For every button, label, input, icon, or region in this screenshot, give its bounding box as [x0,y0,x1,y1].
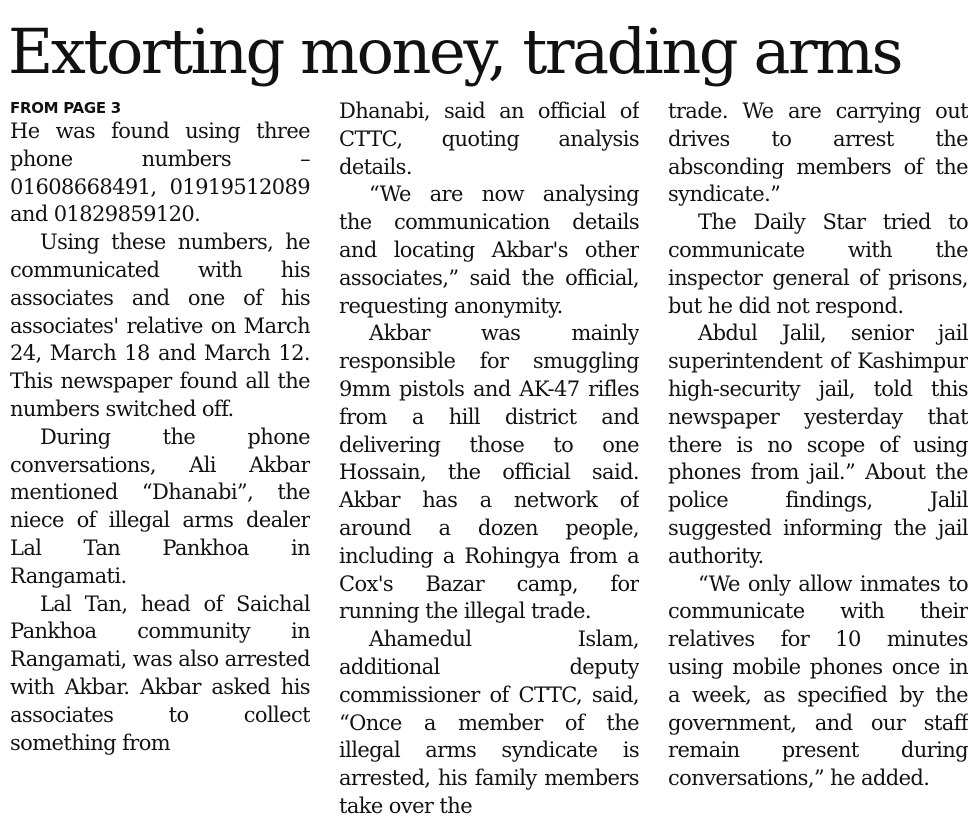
column-1 [10,98,310,823]
column-2 [339,98,639,823]
paragraph: “We are now analysing the communication details and locating Akbar's other associates,” said the official, requesting anonymity. [339,182,639,318]
paragraph: Ahamedul Islam, additional deputy commissioner of CTTC, said, “Once a member of the illegal arms syndicate is arrested, his family members take over the [339,627,639,818]
paragraph-continued: trade. We are carrying out drives to arrest the absconding members of the syndicate.” [668,99,968,207]
paragraph: Akbar was mainly responsible for smuggling 9mm pistols and AK-47 rifles from a hill district and delivering those to one Hossain, the official said. Akbar has a network of around a dozen people, including a Rohingya from a Cox's Bazar camp, for running the illegal trade. [339,321,639,624]
column-3 [668,98,968,823]
paragraph: “We only allow inmates to communicate with their relatives for 10 minutes using mobile phones once in a week, as specified by the government, and our staff remain present during conversations,” he added. [668,571,968,791]
paragraph: He was found using three phone numbers – 01608668491, 01919512089 and 01829859120. [10,119,310,227]
paragraph: Lal Tan, head of Saichal Pankhoa community in Rangamati, was also arrested with Akbar. Akbar asked his associates to collect something from [10,591,310,755]
paragraph: During the phone conversations, Ali Akbar mentioned “Dhanabi”, the niece of illegal arms dealer Lal Tan Pankhoa in Rangamati. [10,424,310,588]
paragraph-continued: Dhanabi, said an official of CTTC, quoting analysis details. [339,99,639,179]
paragraph: Using these numbers, he communicated with his associates and one of his associates' relative on March 24, March 18 and March 12. This newspaper found all the numbers switched off. [10,230,310,421]
paragraph: Abdul Jalil, senior jail superintendent of Kashimpur high-security jail, told this newspaper yesterday that there is no scope of using phones from jail.” About the police findings, Jalil suggested informing the jail authority. [668,321,968,568]
article-body [10,98,968,823]
headline: Extorting money, trading arms [8,15,902,88]
paragraph: The Daily Star tried to communicate with the inspector general of prisons, but he did not respond. [668,210,968,318]
jump-label: FROM PAGE 3 [10,99,121,117]
